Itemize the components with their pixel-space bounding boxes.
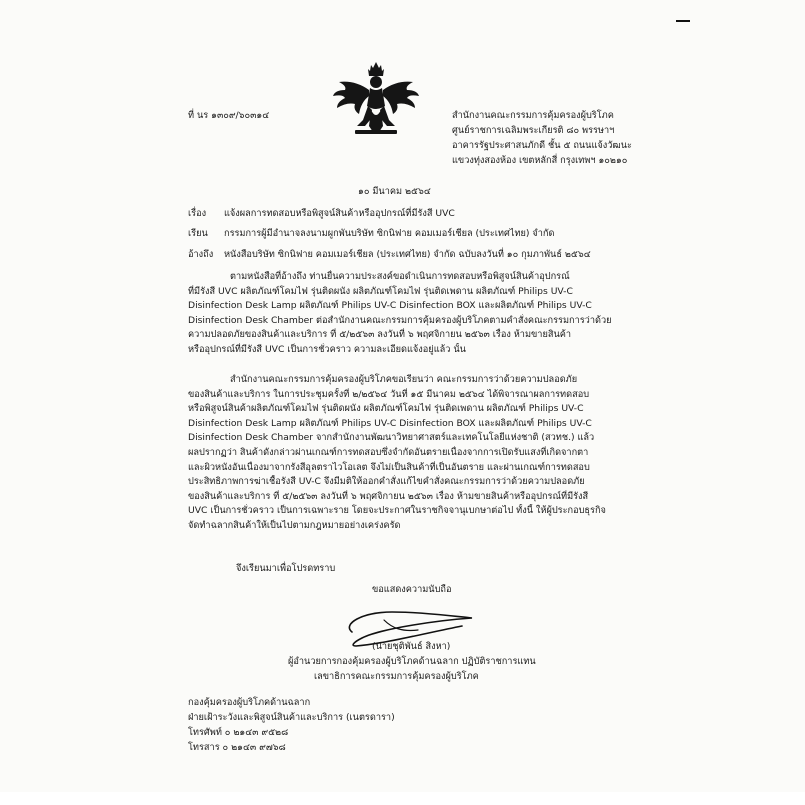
- paragraph-2-line: และผิวหนังอันเนื่องมาจากรังสีอุลตราไวโอเลต จึงไม่เป็นสินค้าที่เป็นอันตราย และผ่านเกณฑ์การทดสอบ: [188, 461, 590, 473]
- paragraph-1-line: ความปลอดภัยของสินค้าและบริการ ที่ ๕/๒๕๖๓ ลงวันที่ ๖ พฤศจิกายน ๒๕๖๓ เรื่อง ห้ามขายสินค้า: [188, 329, 572, 341]
- paragraph-2-line: หรือพิสูจน์สินค้าผลิตภัณฑ์โคมไฟ รุ่นติดผนัง ผลิตภัณฑ์โคมไฟ รุ่นติดเพดาน ผลิตภัณฑ์ Philips UV-C: [188, 403, 584, 415]
- paragraph-1-line: ที่มีรังสี UVC ผลิตภัณฑ์โคมไฟ รุ่นติดผนัง ผลิตภัณฑ์โคมไฟ รุ่นติดเพดาน ผลิตภัณฑ์ Philips UV-C: [188, 285, 573, 297]
- reference-number: ที่ นร ๑๓๐๙/๖๐๓๑๔: [188, 110, 270, 121]
- signer-title-2: เลขาธิการคณะกรรมการคุ้มครองผู้บริโภค: [314, 671, 479, 682]
- signer-name: (นายชุติพันธ์ สิงหา): [372, 641, 451, 652]
- paragraph-1-line: ตามหนังสือที่อ้างถึง ท่านยื่นความประสงค์ขอดำเนินการทดสอบหรือพิสูจน์สินค้าอุปกรณ์: [230, 271, 570, 282]
- paragraph-2-line: ของสินค้าและบริการ ที่ ๕/๒๕๖๓ ลงวันที่ ๖ พฤศจิกายน ๒๕๖๓ เรื่อง ห้ามขายสินค้าหรืออุปกรณ์ที่มีรังสี: [188, 490, 589, 502]
- page-bottom-strip: [0, 792, 805, 805]
- address-line-1: สำนักงานคณะกรรมการคุ้มครองผู้บริโภค: [452, 110, 614, 121]
- footer-office: กองคุ้มครองผู้บริโภคด้านฉลาก: [188, 697, 311, 708]
- reference-label: อ้างถึง: [188, 249, 214, 260]
- address-line-4: แขวงทุ่งสองห้อง เขตหลักสี่ กรุงเทพฯ ๑๐๒๑๐: [452, 155, 628, 166]
- subject-text: แจ้งผลการทดสอบหรือพิสูจน์สินค้าหรืออุปกรณ์ที่มีรังสี UVC: [224, 208, 455, 219]
- paragraph-2-line: ประสิทธิภาพการฆ่าเชื้อรังสี UV-C จึงมีมติให้ออกคำสั่งแก้ไขคำสั่งคณะกรรมการว่าด้วยความปลอดภัย: [188, 476, 585, 488]
- address-line-3: อาคารรัฐประศาสนภักดี ชั้น ๕ ถนนแจ้งวัฒนะ: [452, 140, 632, 151]
- footer-fax: โทรสาร ๐ ๒๑๔๓ ๙๗๖๘: [188, 742, 286, 753]
- recipient-label: เรียน: [188, 228, 208, 239]
- subject-label: เรื่อง: [188, 208, 207, 219]
- closing-regards: ขอแสดงความนับถือ: [372, 584, 452, 595]
- paragraph-2-line: ของสินค้าและบริการ ในการประชุมครั้งที่ ๒/๒๕๖๔ วันที่ ๑๕ มีนาคม ๒๕๖๔ ได้พิจารณาผลการทดสอบ: [188, 388, 590, 400]
- corner-mark: [676, 20, 690, 22]
- paragraph-1-line: Disinfection Desk Chamber ต่อสำนักงานคณะกรรมการคุ้มครองผู้บริโภคตามคำสั่งคณะกรรมการว่าด้วย: [188, 314, 612, 326]
- paragraph-2-line: Disinfection Desk Chamber จากสำนักงานพัฒนาวิทยาศาสตร์และเทคโนโลยีแห่งชาติ (สวทช.) แล้ว: [188, 432, 595, 444]
- address-line-2: ศูนย์ราชการเฉลิมพระเกียรติ ๘๐ พรรษาฯ: [452, 125, 615, 136]
- paragraph-1-line: Disinfection Desk Lamp ผลิตภัณฑ์ Philips UV-C Disinfection BOX และผลิตภัณฑ์ Philips UV-C: [188, 300, 592, 312]
- closing-notice: จึงเรียนมาเพื่อโปรดทราบ: [236, 563, 336, 574]
- footer-phone: โทรศัพท์ ๐ ๒๑๔๓ ๙๕๒๘: [188, 727, 289, 738]
- footer-division: ฝ่ายเฝ้าระวังและพิสูจน์สินค้าและบริการ (เนตรดารา): [188, 712, 395, 723]
- paragraph-1-line: หรืออุปกรณ์ที่มีรังสี UVC เป็นการชั่วคราว ความละเอียดแจ้งอยู่แล้ว นั้น: [188, 343, 466, 355]
- letter-date: ๑๐ มีนาคม ๒๕๖๔: [358, 186, 431, 197]
- signer-title-1: ผู้อำนวยการกองคุ้มครองผู้บริโภคด้านฉลาก ปฏิบัติราชการแทน: [288, 656, 536, 667]
- paragraph-2-line: ผลปรากฏว่า สินค้าดังกล่าวผ่านเกณฑ์การทดสอบซึ่งจำกัดอันตรายเนื่องจากการเปิดรับแสงที่เกิดจากตา: [188, 446, 589, 458]
- paragraph-2-line: จัดทำฉลากสินค้าให้เป็นไปตามกฎหมายอย่างเคร่งครัด: [188, 519, 401, 531]
- paragraph-2: [188, 373, 616, 534]
- paragraph-2-line: Disinfection Desk Lamp ผลิตภัณฑ์ Philips UV-C Disinfection BOX และผลิตภัณฑ์ Philips UV-C: [188, 417, 592, 429]
- garuda-emblem-icon: [331, 58, 421, 138]
- paragraph-2-line: UVC เป็นการชั่วคราว เป็นการเฉพาะราย โดยจะประกาศในราชกิจจานุเบกษาต่อไป ทั้งนี้ ให้ผู้ประกอบธุรกิจ: [188, 505, 606, 517]
- reference-text: หนังสือบริษัท ซิกนิฟาย คอมเมอร์เชียล (ประเทศไทย) จำกัด ฉบับลงวันที่ ๑๐ กุมภาพันธ์ ๒๕๖๔: [224, 249, 591, 260]
- paragraph-1: [188, 270, 616, 358]
- paragraph-2-line: สำนักงานคณะกรรมการคุ้มครองผู้บริโภคขอเรียนว่า คณะกรรมการว่าด้วยความปลอดภัย: [230, 374, 578, 385]
- recipient-text: กรรมการผู้มีอำนาจลงนามผูกพันบริษัท ซิกนิฟาย คอมเมอร์เชียล (ประเทศไทย) จำกัด: [224, 228, 555, 239]
